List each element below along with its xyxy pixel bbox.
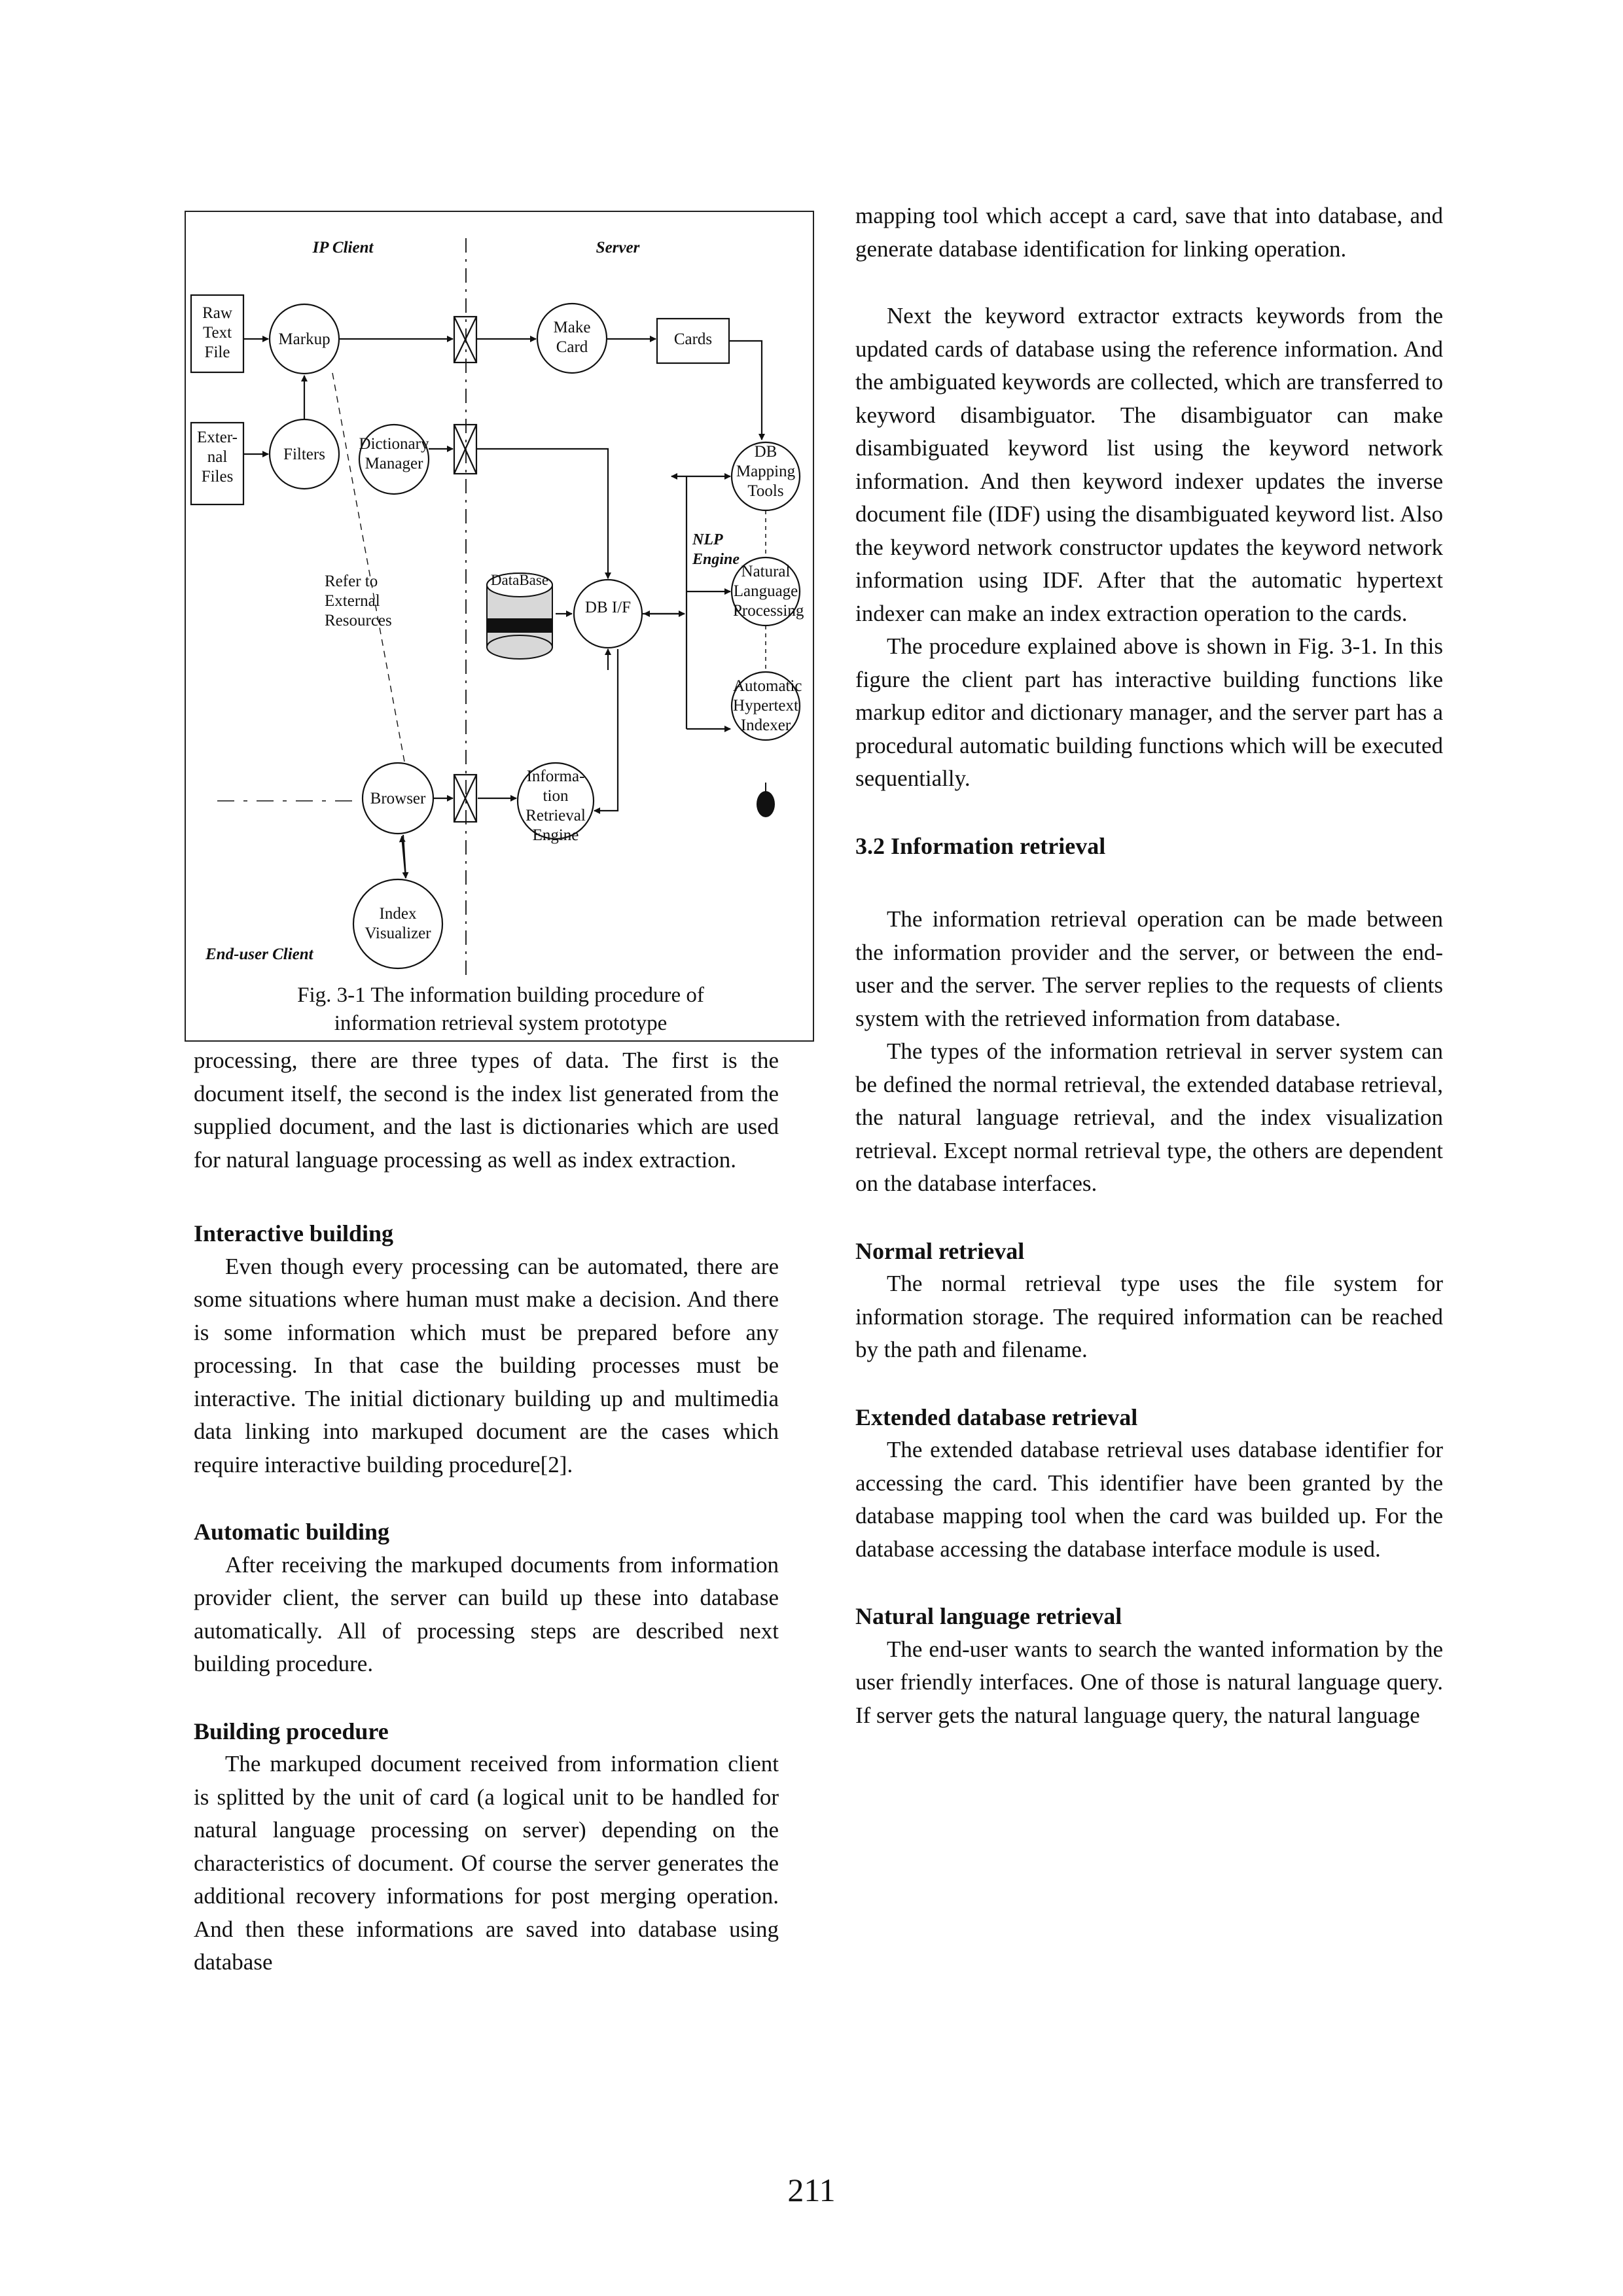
heading-interactive-building: Interactive building — [194, 1220, 394, 1246]
heading-natural-language-retrieval: Natural language retrieval — [855, 1603, 1122, 1629]
nlp-engine-label: NLP Engine — [692, 531, 740, 568]
paragraph-interactive: Even though every processing can be automated, there are some situations where human must make a decision. And there is some information which must be prepared before any processing. In that case the building processes must be interactive. The initial dictionary building up and multimedia data linking into markuped document are the cases which require interactive building procedure[2]. — [194, 1253, 779, 1477]
heading-information-retrieval: 3.2 Information retrieval — [855, 832, 1106, 859]
heading-normal-retrieval: Normal retrieval — [855, 1237, 1025, 1264]
ip-client-label: IP Client — [312, 239, 374, 256]
heading-building-procedure: Building procedure — [194, 1718, 389, 1744]
index-visualizer-label: Index Visualizer — [365, 905, 431, 942]
figure-caption — [186, 981, 815, 1038]
browser-label: Browser — [370, 790, 426, 807]
markup-label: Markup — [278, 330, 330, 348]
hypertext-indexer-label: Automatic Hypertext Indexer — [733, 677, 802, 734]
page-number: 211 — [787, 2172, 836, 2208]
make-card-label: Make Card — [553, 319, 591, 356]
caption-line-2: information retrieval system prototype — [334, 1012, 668, 1035]
paragraph-automatic: After receiving the markuped documents from information provider client, the server can build up these into database automatically. All of processing steps are described next building procedure. — [194, 1551, 779, 1676]
paragraph-extended: The extended database retrieval uses database identifier for accessing the card. This identifier have been granted by the database mapping tool when the card was builded up. For the database accessing the database interface module is used. — [855, 1437, 1443, 1562]
raw-text-file-label: Raw Text File — [202, 304, 232, 361]
database-label: DataBase — [490, 572, 549, 588]
filters-label: Filters — [283, 446, 325, 463]
caption-line-1: Fig. 3-1 The information building procedure of — [297, 983, 704, 1007]
refer-external-label: Refer to External Resources — [325, 573, 392, 629]
ir-engine-label: Informa- tion Retrieval Engine — [526, 768, 586, 844]
cards-label: Cards — [673, 330, 713, 348]
paragraph-natural: The end-user wants to search the wanted information by the user friendly interfaces. One of those is natural language query. If server gets the natural language query, the natural language — [855, 1636, 1443, 1728]
db-if-label: DB I/F — [584, 599, 632, 616]
paragraph-retrieval: The information retrieval operation can be made between the information provider and the server, or between the end-user and the server. The server replies to the requests of clients system with the retrieved information from database. — [855, 906, 1443, 1031]
ground-symbol-icon — [757, 783, 775, 817]
dictionary-manager-label: Dictionary Manager — [359, 435, 429, 472]
external-files-label: Exter- nal Files — [197, 429, 238, 486]
left-column — [194, 1044, 779, 1979]
heading-automatic-building: Automatic building — [194, 1519, 390, 1545]
nlp-processing-label: Natural Language Processing — [733, 563, 804, 620]
heading-extended-retrieval: Extended database retrieval — [855, 1404, 1138, 1430]
paragraph-mapping: mapping tool which accept a card, save that into database, and generate database identification for linking operation. — [855, 203, 1443, 262]
paragraph-normal: The normal retrieval type uses the file system for information storage. The required information can be reached by the path and filename. — [855, 1271, 1443, 1362]
end-user-client-label: End-user Client — [205, 945, 313, 963]
paragraph-types: The types of the information retrieval in server system can be defined the normal retrieval, the extended database retrieval, the natural language retrieval, and the index visualization retrieval. Except normal retrieval type, the others are dependent on the database interfaces. — [855, 1038, 1443, 1196]
paragraph-keyword: Next the keyword extractor extracts keywords from the updated cards of database using the reference information. And the ambiguated keywords are collected, which are transferred to keyword disambiguator. The disambiguator can make disambiguated keyword list using the keyword network information. And then keyword indexer updates the inverse document file (IDF) using the disambiguated keyword list. Also the keyword network constructor updates the keyword network information using IDF. After that the automatic hypertext indexer can make an index extraction operation to the cards. — [855, 303, 1443, 626]
right-column — [855, 200, 1443, 1732]
paragraph-procedure-shown: The procedure explained above is shown in Fig. 3-1. In this figure the client part has interactive building functions like markup editor and dictionary manager, and the server part has a procedural automatic building functions which will be executed sequentially. — [855, 633, 1443, 791]
figure-3-1 — [185, 211, 814, 1042]
db-mapping-tools-label: DB Mapping Tools — [736, 443, 796, 500]
server-label: Server — [596, 239, 640, 256]
paragraph-procedure: The markuped document received from information client is splitted by the unit of card (a logical unit to be handled for natural language processing on server) depending on the characteristics of document. Of course the server generates the additional recovery informations for post merging operation. And then these informations are saved into database using database — [194, 1751, 779, 1975]
paragraph-intro: processing, there are three types of data. The first is the document itself, the second is the index list generated from the supplied document, and the last is dictionaries which are used for natural language processing as well as index extraction. — [194, 1048, 779, 1173]
